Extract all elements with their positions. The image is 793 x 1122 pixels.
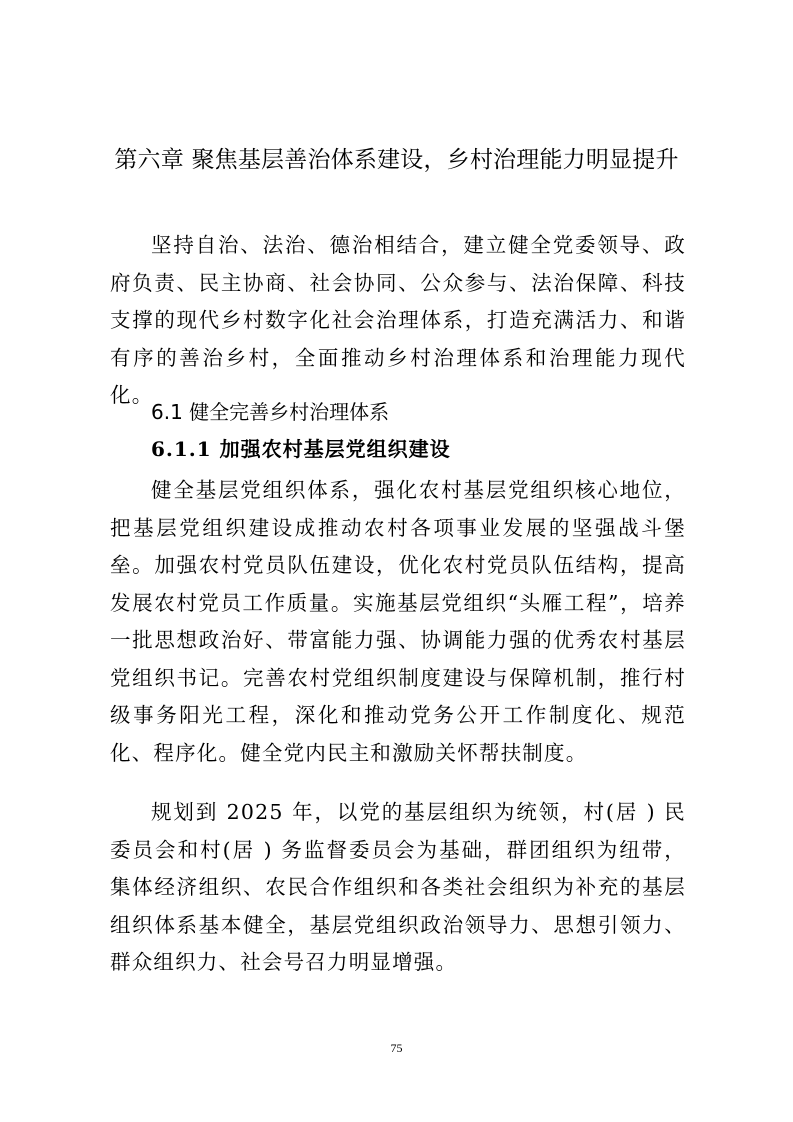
subsection-heading: 6.1.1 加强农村基层党组织建设 <box>151 437 451 461</box>
chapter-title: 第六章 聚焦基层善治体系建设，乡村治理能力明显提升 <box>114 147 679 173</box>
section-heading: 6.1 健全完善乡村治理体系 <box>151 400 390 424</box>
body-paragraph-party-building: 健全基层党组织体系，强化农村基层党组织核心地位，把基层党组织建设成推动农村各项事业发展的坚强战斗堡垒。加强农村党员队伍建设，优化农村党员队伍结构，提高发展农村党员工作质量。实施基层党组织“头雁工程”，培养一批思想政治好、带富能力强、协调能力强的优秀农村基层党组织书记。完善农村党组织制度建设与保障机制，推行村级事务阳光工程，深化和推动党务公开工作制度化、规范化、程序化。健全党内民主和激励关怀帮扶制度。 <box>110 478 686 765</box>
intro-paragraph: 坚持自治、法治、德治相结合，建立健全党委领导、政府负责、民主协商、社会协同、公众参与、法治保障、科技支撑的现代乡村数字化社会治理体系，打造充满活力、和谐有序的善治乡村，全面推动乡村治理体系和治理能力现代化。 <box>110 233 686 407</box>
body-paragraph-2025-plan: 规划到 2025 年，以党的基层组织为统领，村(居 ) 民委员会和村(居 ) 务监督委员会为基础，群团组织为纽带，集体经济组织、农民合作组织和各类社会组织为补充的基层组织体系基本健全，基层党组织政治领导力、思想引领力、群众组织力、社会号召力明显增强。 <box>110 800 686 974</box>
page-number: 75 <box>390 1041 403 1055</box>
